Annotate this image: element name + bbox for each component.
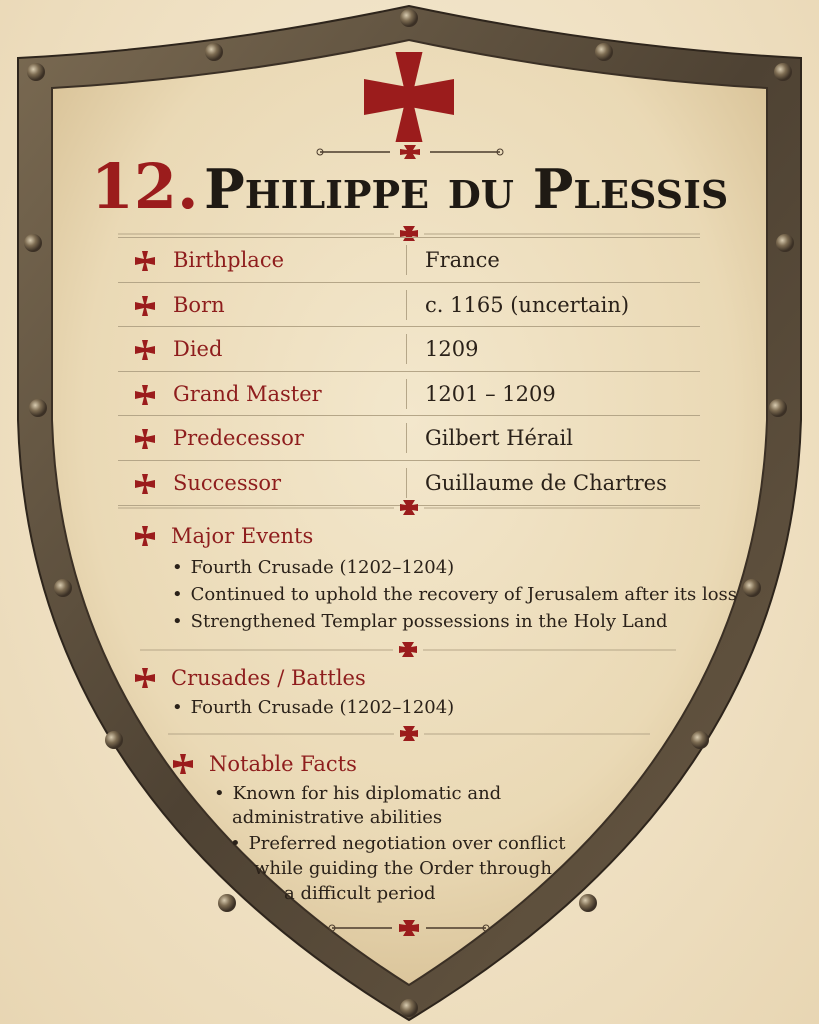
title-number: 12. <box>90 150 199 223</box>
section-divider <box>168 724 650 744</box>
major-events-heading <box>135 524 313 548</box>
templar-cross-icon <box>135 526 155 546</box>
templar-cross-icon <box>135 668 155 688</box>
detail-value: Gilbert Hérail <box>406 423 573 453</box>
page-title <box>0 150 819 223</box>
list-item: • Known for his diplomatic and <box>214 783 501 804</box>
detail-label: Successor <box>173 470 282 495</box>
detail-label: Birthplace <box>173 248 285 272</box>
detail-label: Died <box>173 337 223 362</box>
templar-cross-icon <box>135 429 155 449</box>
section-divider <box>118 498 700 518</box>
list-item: • Fourth Crusade (1202–1204) <box>172 557 454 578</box>
templar-cross-icon <box>173 754 193 774</box>
templar-cross-icon <box>135 296 155 316</box>
list-item: • Strengthened Templar possessions in the Holy Land <box>172 611 668 632</box>
table-row <box>118 237 700 283</box>
detail-value: c. 1165 (uncertain) <box>406 290 629 320</box>
list-item-continuation: while guiding the Order through <box>254 858 552 879</box>
templar-cross-icon <box>135 474 155 494</box>
table-row <box>118 416 700 461</box>
section-divider <box>140 640 676 660</box>
crusades-heading <box>135 666 366 690</box>
notable-facts-heading <box>173 752 357 776</box>
templar-cross-icon <box>135 251 155 271</box>
table-row <box>118 372 700 417</box>
table-row <box>118 283 700 328</box>
templar-cross-icon <box>135 385 155 405</box>
table-row <box>118 327 700 372</box>
templar-cross-icon <box>364 52 454 142</box>
detail-label: Predecessor <box>173 426 304 451</box>
templar-cross-icon <box>135 340 155 360</box>
detail-value: France <box>406 245 500 275</box>
detail-label: Grand Master <box>173 381 322 406</box>
list-item: • Preferred negotiation over conflict <box>230 833 565 854</box>
detail-value: 1209 <box>406 334 478 364</box>
section-title: Notable Facts <box>209 752 357 776</box>
list-item-continuation: administrative abilities <box>232 807 443 828</box>
detail-value: Guillaume de Chartres <box>406 468 667 498</box>
title-name: Philippe du Plessis <box>204 157 729 221</box>
list-item: • Fourth Crusade (1202–1204) <box>172 697 454 718</box>
list-item-continuation: a difficult period <box>284 883 436 904</box>
details-table <box>118 237 700 506</box>
section-title: Crusades / Battles <box>171 666 366 690</box>
detail-value: 1201 – 1209 <box>406 379 556 409</box>
section-title: Major Events <box>171 524 314 548</box>
scroll-divider-icon <box>322 918 496 938</box>
list-item: • Continued to uphold the recovery of Jerusalem after its loss <box>172 584 737 605</box>
detail-label: Born <box>173 292 225 317</box>
